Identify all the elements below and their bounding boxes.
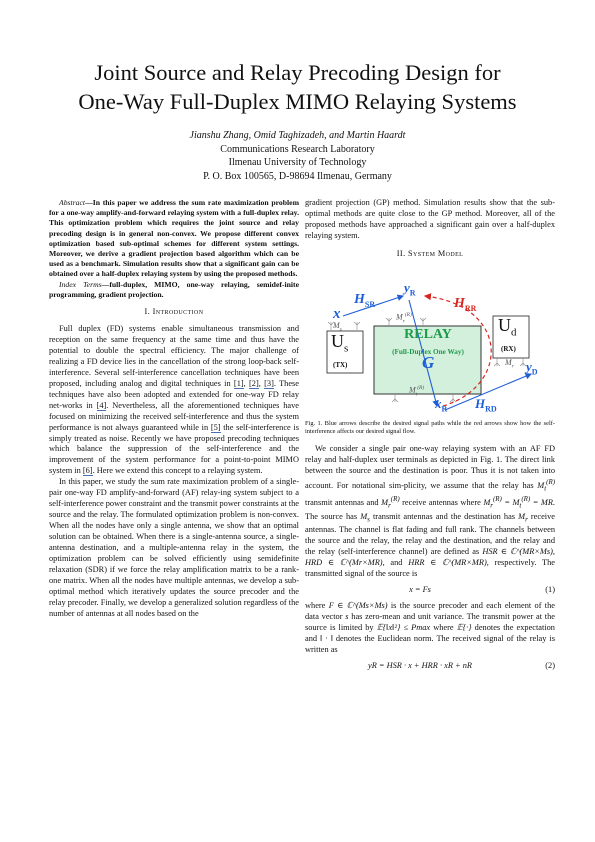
- intro-paragraph-2: In this paper, we study the sum rate maximization problem of a single-pair one-way FD amplify-and-forward (AF) relay-ing system subject to a self-interference power constraint and the transmit power constraints at the source and the relay. The formulated optimization problem is non-convex. When all the nodes have only a single antenna, we show that an optimal solution can be obtained. When there is a single-antenna source, a single-antenna destination, and a multiple-antenna relay in the system, the optimization problem can be solved efficiently using semidefinite relaxation (SDR) if we force the relay amplification matrix to be a rank-one matrix. When all the nodes have multiple antennas, we develop a sub-optimal method which iteratively updates the source precoder and the relay precoder. Finally, we develop a generalized solution regardless of the number of antennas at all nodes based on the: [49, 477, 299, 618]
- system-model-paragraph-1: We consider a single pair one-way relaying system with an AF FD relay and half-duplex user terminals as depicted in Fig. 1. The direct link between the source and the destination is poor. Thus it is not taken into account. For notational sim-plicity, we assume that the relay has $M_t^{(R)}$ transmit antennas and $M_r^{(R)}$ receive antennas where $M_r^{(R)} = M_t^{(R)}$ = MR. The source has $M_s$ transmit antennas and the destination has $M_r$ receive antennas. The channel is flat fading and full rank. The channels between the source and the relay, the relay and the destination, and the relay and the relay (self-interference channel) are defined as HSR ∈ ℂ^(MR×Ms), HRD ∈ ℂ^(Mr×MR), and HRR ∈ ℂ^(MR×MR), respectively. The transmitted signal of the source is: [305, 444, 556, 579]
- affiliation-line-3: P. O. Box 100565, D-98694 Ilmenau, Germany: [203, 170, 392, 182]
- source-label: $U_s$: [331, 330, 349, 355]
- intro-paragraph-1: Full duplex (FD) systems enable simultaneous transmission and reception on the same frequency at the same time and thus have the potential to double the spectral efficiency. The major challenge of realizing a FD device lies in the cancellation of the strong loop-back self-interference. Several self-interference cancellation techniques have been proposed, including analog and digital techniques in [1], [2], [3]. These techniques have also been adopted and extended for one-way FD relay net-works in [4]. Nevertheless, all the aforementioned techniques have focused on minimizing the received self-interference and thus the system performance is not always guaranteed while in [5] the self-interference is simply treated as noise. Recently we have proposed precoding techniques which balance the suppression of the self-interference and the improvement of the system performance for a point-to-point MIMO system in [6]. Here we extend this concept to a relaying system.: [49, 323, 300, 476]
- left-column: [49, 198, 299, 620]
- affiliation-line-1: Communications Research Laboratory: [220, 143, 375, 155]
- power-constraint: 𝔼{‖x‖²} ≤ Pmax: [376, 623, 431, 633]
- text-run: transmit antennas and the destination has: [369, 511, 519, 521]
- index-terms-text: —full-duplex, MIMO, one-way relaying, semidef-inite programming, gradient projection.: [49, 279, 300, 299]
- source-tx-label: (TX): [333, 360, 348, 369]
- norm-operator: ‖ · ‖: [320, 634, 333, 643]
- equation-1-number: (1): [545, 585, 555, 595]
- index-terms-label: Index Terms: [59, 279, 102, 289]
- text-run: is the source precoder and each element of the data vector: [305, 601, 556, 622]
- citation-link[interactable]: [1]: [233, 378, 244, 388]
- text-run: . The source has: [305, 498, 556, 521]
- label-x-r: $x_R$: [435, 395, 448, 414]
- label-mr-relay: $M_r^{(R)}$: [396, 311, 412, 325]
- text-run: receive antennas. The channel is flat fading and full rank. The channels between the source and the relay, the relay and the destination, and the relay and the relay (self-interference channel) are defined as: [305, 511, 555, 557]
- citation-link[interactable]: [2]: [249, 378, 259, 388]
- right-paragraph-1: gradient projection (GP) method. Simulation results show that the sub-optimal methods are quite close to the GP method. Moreover, all of the proposed methods have approached a significant gain over a half-duplex relaying system.: [305, 198, 555, 240]
- channel-hsr-def: HSR ∈ ℂ^(MR×Ms): [482, 547, 553, 557]
- title-line-2: One-Way Full-Duplex MIMO Relaying Systems: [78, 89, 517, 114]
- citation-link[interactable]: [3]: [264, 378, 274, 388]
- text-run: denotes the Euclidean norm. The received signal of the relay is written as: [305, 634, 555, 654]
- label-g: G: [422, 352, 435, 372]
- text-run: Full duplex (FD) systems enable simultaneous transmission and reception on the same frequency at the same time and thus have the potential to double the spectral efficiency. The major challenge of realizing a FD device lies in the cancellation of the strong loop-back self-interference. Several self-interference cancellation techniques have been proposed, including analog and digital techniques in: [49, 323, 299, 388]
- citation-link[interactable]: [4]: [96, 400, 107, 410]
- symbol-mr-equals: $M_r^{(R)} = M_t^{(R)}$ = MR: [483, 495, 553, 510]
- text-run: denotes the expectation and: [305, 623, 555, 643]
- system-model-paragraph-2: [305, 601, 555, 656]
- label-y-r: $y_R$: [404, 279, 416, 298]
- figure-caption: Fig. 1. Blue arrows describe the desired signal paths while the red arrows show how the self-interference affects our desired signal flow.: [305, 419, 555, 435]
- label-md: $M_r$: [505, 357, 514, 370]
- section-heading-introduction: I. Introduction: [144, 307, 204, 317]
- figure-1-system-diagram: [305, 266, 555, 416]
- label-h-rd: $H_{RD}$: [475, 395, 497, 414]
- relay-subtitle: (Full-Duplex One Way): [392, 347, 464, 356]
- destination-label: $U_d$: [498, 314, 517, 339]
- precoder-def: F ∈ ℂ^(Ms×Ms): [328, 601, 388, 611]
- label-h-rr: $H_{RR}$: [454, 295, 477, 313]
- channel-hrr-def: HRR ∈ ℂ^(MR×MR): [408, 558, 487, 568]
- symbol-ms: $M_s$: [360, 511, 370, 524]
- text-run: the self-interference is simply treated as noise. Recently we have proposed precoding techniques which balance the suppression of the self-interference and the improvement of the system performance for a point-to-point MIMO system in: [49, 422, 299, 476]
- author-names: Jianshu Zhang, Omid Taghizadeh, and Martin Haardt: [189, 130, 406, 141]
- label-y-d: $y_D$: [526, 358, 538, 377]
- index-terms: [49, 280, 299, 300]
- channel-hrd-def: HRD ∈ ℂ^(Mr×MR): [305, 558, 383, 568]
- text-run: We consider a single pair one-way relaying system with an AF FD relay and half-duplex user terminals as depicted in Fig. 1. The direct link between the source and the destination is poor. Thus it is not taken into account. For notational sim-plicity, we assume that the relay has: [305, 444, 555, 490]
- destination-rx-label: (RX): [501, 344, 516, 353]
- text-run: where: [430, 623, 457, 633]
- text-run: where: [305, 601, 329, 611]
- label-h-sr: $H_{SR}$: [354, 291, 376, 309]
- equation-2-body: yR = HSR · x + HRR · xR + nR: [367, 660, 472, 670]
- text-run: , respectively. The transmitted signal of the source is: [305, 558, 555, 579]
- abstract-text: —In this paper we address the sum rate maximization problem for a one-way amplify-and-forward relaying system with a full-duplex relay. This optimization problem which requires the joint source and relay precoding design is in general non-convex. We propose different convex optimization based sub-optimal schemes for different system settings. Moreover, we derive a gradient projection based algorithm which can be used as a benchmark. Simulation results show that a significant gain can be obtained over a half-duplex relaying system by using the proposed methods.: [49, 198, 299, 279]
- text-run: . Here we extend this concept to a relaying system.: [92, 466, 263, 476]
- expectation-operator: 𝔼{·}: [456, 623, 472, 633]
- equation-1: [305, 585, 555, 596]
- relay-title: RELAY: [404, 326, 452, 342]
- citation-link[interactable]: [5]: [210, 422, 221, 432]
- text-run: transmit antennas and: [305, 498, 382, 508]
- data-vector-symbol: s: [345, 612, 349, 622]
- symbol-mr: $M_r^{(R)}$: [381, 495, 400, 510]
- affiliation-line-2: Ilmenau University of Technology: [228, 157, 367, 169]
- symbol-mt: $M_t^{(R)}$: [537, 478, 555, 493]
- citation-link[interactable]: [6]: [82, 466, 93, 476]
- label-x: x: [333, 305, 341, 322]
- equation-1-body: x = Fs: [409, 585, 431, 595]
- label-mt-relay: $M_t^{(R)}$: [409, 384, 425, 398]
- abstract-label: Abstract: [59, 198, 86, 207]
- equation-2-number: (2): [545, 660, 555, 670]
- equation-2: [305, 661, 555, 672]
- paper-title: [40, 58, 555, 116]
- section-heading-system-model: II. System Model: [396, 248, 464, 258]
- symbol-mr-dest: $M_r$: [518, 511, 528, 524]
- abstract: [49, 198, 299, 280]
- label-ms: $M_s$: [333, 320, 342, 333]
- title-line-1: Joint Source and Relay Precoding Design for: [94, 60, 501, 85]
- author-block: [40, 129, 555, 183]
- text-run: . Nevertheless, all the aforementioned techniques have focused on minimizing the received self-interference and thus the system performance is not always guaranteed while in: [49, 400, 299, 432]
- text-run: has zero-mean and unit variance. The transmit power at the source is limited by: [305, 612, 555, 633]
- right-column: [305, 198, 555, 677]
- text-run: receive antennas where: [399, 498, 484, 508]
- text-run: . These techniques have also been adopted and extended for one-way FD relay net-works in: [49, 378, 300, 410]
